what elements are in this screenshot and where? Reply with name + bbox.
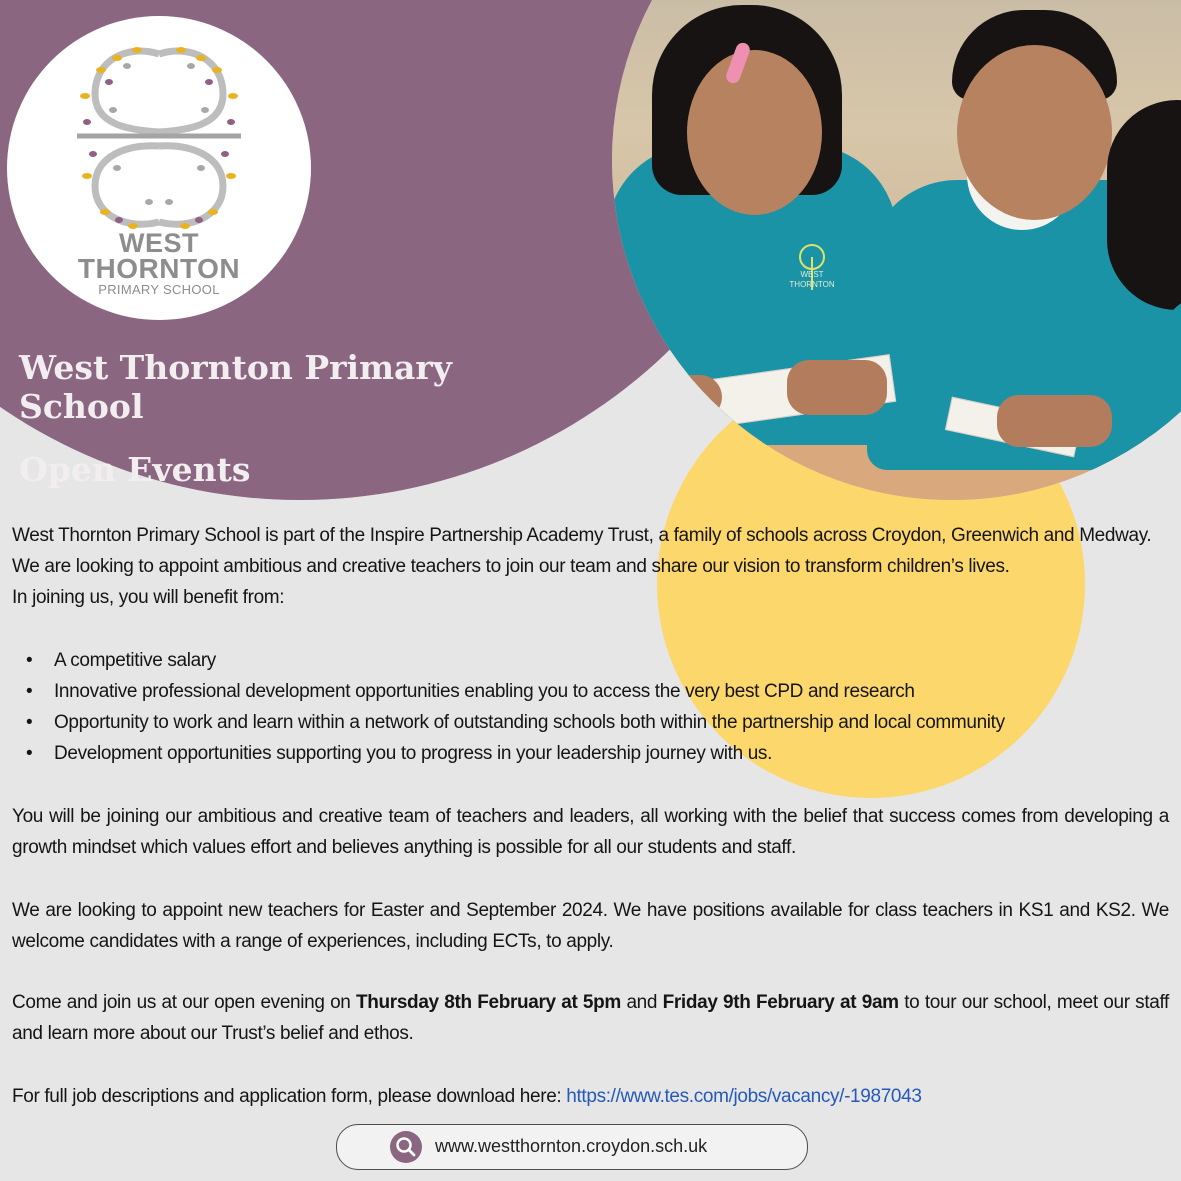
open-evening-date-1: Thursday 8th February at 5pm <box>356 992 621 1013</box>
benefit-item: • A competitive salary <box>26 645 1005 676</box>
jumper-logo-line2: THORNTON <box>789 280 835 289</box>
open-evening-suffix: to tour our school, meet our staff and learn more about our Trust’s belief and ethos. <box>12 992 1169 1044</box>
website-search-bar[interactable] <box>336 1124 808 1170</box>
benefit-item: • Opportunity to work and learn within a network of outstanding schools both within the partnership and local community <box>26 707 1005 738</box>
open-evening-prefix: Come and join us at our open evening on <box>12 992 357 1013</box>
download-text: For full job descriptions and application form, please download here: <box>12 1086 567 1107</box>
positions-paragraph: We are looking to appoint new teachers for Easter and September 2024. We have positions available for class teachers in KS1 and KS2. We welcome candidates with a range of experiences, including ECTs, to apply. <box>12 900 1169 952</box>
children-reading-photo <box>612 0 1181 500</box>
page-subtitle: Open Events <box>19 450 251 489</box>
logo-subtitle: PRIMARY SCHOOL <box>98 282 220 297</box>
open-evening-paragraph <box>12 987 1169 1049</box>
search-button[interactable] <box>390 1131 422 1163</box>
jumper-logo-line1: WEST <box>800 270 824 279</box>
page-title-line2: School <box>19 387 144 426</box>
team-paragraph: You will be joining our ambitious and creative team of teachers and leaders, all working with the belief that success comes from developing a growth mindset which values effort and believes anything is possible for all our students and staff. <box>12 806 1169 858</box>
intro-text <box>12 520 1169 613</box>
logo-name-line2: THORNTON <box>77 253 241 284</box>
search-icon <box>390 1131 422 1163</box>
website-url[interactable]: www.westthornton.croydon.sch.uk <box>435 1136 708 1156</box>
tree-emblem-icon <box>57 36 261 236</box>
logo-name-line1: WEST <box>119 228 199 258</box>
open-evening-connector: and <box>620 992 663 1013</box>
benefits-list <box>26 645 1005 769</box>
page-title-line1: West Thornton Primary <box>19 348 452 387</box>
intro-line-2: We are looking to appoint ambitious and creative teachers to join our team and share our vision to transform children’s lives. <box>12 556 1010 577</box>
intro-line-3: In joining us, you will benefit from: <box>12 587 285 608</box>
intro-line-1: West Thornton Primary School is part of the Inspire Partnership Academy Trust, a family of schools across Croydon, Greenwich and Medway. <box>12 525 1152 546</box>
benefit-item: • Innovative professional development opportunities enabling you to access the very best CPD and research <box>26 676 1005 707</box>
download-paragraph <box>12 1081 1169 1112</box>
vacancy-link[interactable]: https://www.tes.com/jobs/vacancy/-1987043 <box>566 1086 922 1107</box>
open-evening-date-2: Friday 9th February at 9am <box>662 992 899 1013</box>
benefit-item: • Development opportunities supporting you to progress in your leadership journey with us. <box>26 738 1005 769</box>
school-logo <box>7 16 311 320</box>
